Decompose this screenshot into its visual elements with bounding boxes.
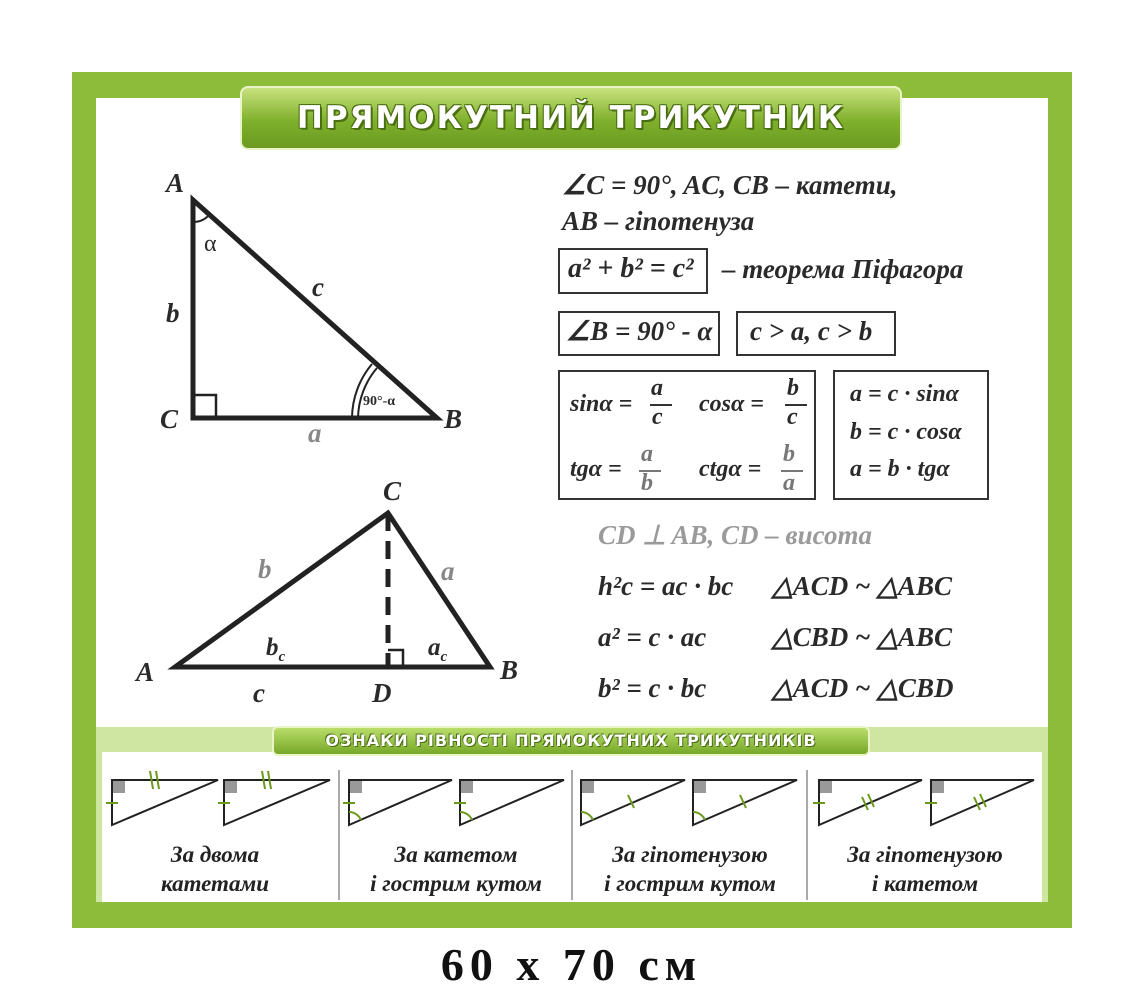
- alpha-label: α: [204, 231, 217, 257]
- relation-2: b = c · cosα: [850, 419, 962, 445]
- c4-triangle-1: [819, 780, 922, 825]
- tg-label: tgα =: [570, 456, 622, 482]
- pythagoras-formula: a² + b² = c²: [568, 253, 694, 284]
- vertex-c2-label: C: [383, 476, 402, 506]
- criterion-2-caption: За катетом і гострим кутом: [370, 842, 542, 896]
- c1-right-angle-2: [225, 781, 237, 793]
- height-squared-formula: h²c = ac · bc: [598, 571, 734, 601]
- segment-ac-label: $a_c$: [428, 634, 448, 665]
- c4-right-angle-2: [932, 781, 944, 793]
- criteria-divider-1: [338, 770, 340, 900]
- cos-label: cosα =: [699, 391, 764, 417]
- criteria-title: ОЗНАКИ РІВНОСТІ ПРЯМОКУТНИХ ТРИКУТНИКІВ: [325, 731, 817, 750]
- side-a-label: a: [308, 418, 322, 448]
- vertex-a-label: A: [166, 168, 185, 198]
- c2-right-angle-1: [350, 781, 362, 793]
- ctg-label: ctgα =: [699, 456, 762, 482]
- angle-b-formula: ∠B = 90° - α: [566, 316, 713, 346]
- c2-right-angle-2: [461, 781, 473, 793]
- similarity-1: △ACD ~ △ABC: [772, 571, 952, 601]
- c3-right-angle-1: [582, 781, 594, 793]
- vertex-a2-label: A: [136, 657, 155, 687]
- vertex-c-label: C: [160, 404, 179, 434]
- ctg-numerator: b: [783, 441, 795, 467]
- side-b-label: b: [166, 298, 180, 328]
- tg-numerator: a: [641, 441, 653, 467]
- c2-triangle-2: [460, 780, 564, 825]
- criterion-1-caption: За двома катетами: [160, 842, 269, 896]
- similarity-3: △ACD ~ △CBD: [772, 673, 954, 703]
- criteria-divider-3: [806, 770, 808, 900]
- c1-triangle-1: [112, 780, 218, 825]
- c1-triangle-2: [224, 780, 330, 825]
- criteria-divider-2: [571, 770, 573, 900]
- c4-triangle-2: [931, 780, 1034, 825]
- ctg-denominator: a: [783, 470, 795, 496]
- cos-denominator: c: [787, 404, 798, 430]
- size-label: 60 x 70 см: [440, 939, 703, 990]
- vertex-b2-label: B: [500, 655, 519, 685]
- inequality-formula: c > a, c > b: [750, 316, 873, 346]
- cos-numerator: b: [787, 375, 799, 401]
- definition-line-2: AB – гіпотенуза: [562, 206, 755, 236]
- c3-right-angle-2: [694, 781, 706, 793]
- height-definition: CD ⊥ AB, CD – висота: [598, 520, 872, 550]
- tg-denominator: b: [641, 470, 653, 496]
- criterion-3-caption: За гіпотенузою і гострим кутом: [604, 842, 776, 896]
- c4-right-angle-1: [820, 781, 832, 793]
- poster-title: ПРЯМОКУТНИЙ ТРИКУТНИК: [296, 100, 846, 136]
- sin-denominator: c: [652, 404, 663, 430]
- sin-numerator: a: [651, 375, 663, 401]
- side-b2-label: b: [258, 554, 272, 584]
- pythagoras-label: – теорема Піфагора: [722, 254, 964, 284]
- relation-3: a = b · tgα: [850, 456, 950, 482]
- vertex-b-label: B: [444, 404, 463, 434]
- definition-line-1: ∠C = 90°, AC, CB – катети,: [562, 170, 898, 200]
- sin-label: sinα =: [570, 391, 633, 417]
- c3-triangle-1: [581, 780, 685, 825]
- c3-triangle-2: [693, 780, 797, 825]
- vertex-d-label: D: [372, 678, 392, 708]
- side-c-label: c: [312, 272, 324, 302]
- c1-right-angle-1: [113, 781, 125, 793]
- similarity-2: △CBD ~ △ABC: [772, 622, 952, 652]
- side-c2-label: c: [253, 678, 265, 708]
- b-squared-formula: b² = c · bc: [598, 673, 707, 703]
- c2-triangle-1: [349, 780, 452, 825]
- angle-b-label: 90°-α: [363, 394, 396, 409]
- segment-bc-label: $b_c$: [266, 634, 286, 665]
- criterion-4-caption: За гіпотенузою і катетом: [847, 842, 1003, 896]
- relation-1: a = c · sinα: [850, 381, 959, 407]
- a-squared-formula: a² = c · ac: [598, 622, 707, 652]
- side-a2-label: a: [441, 556, 455, 586]
